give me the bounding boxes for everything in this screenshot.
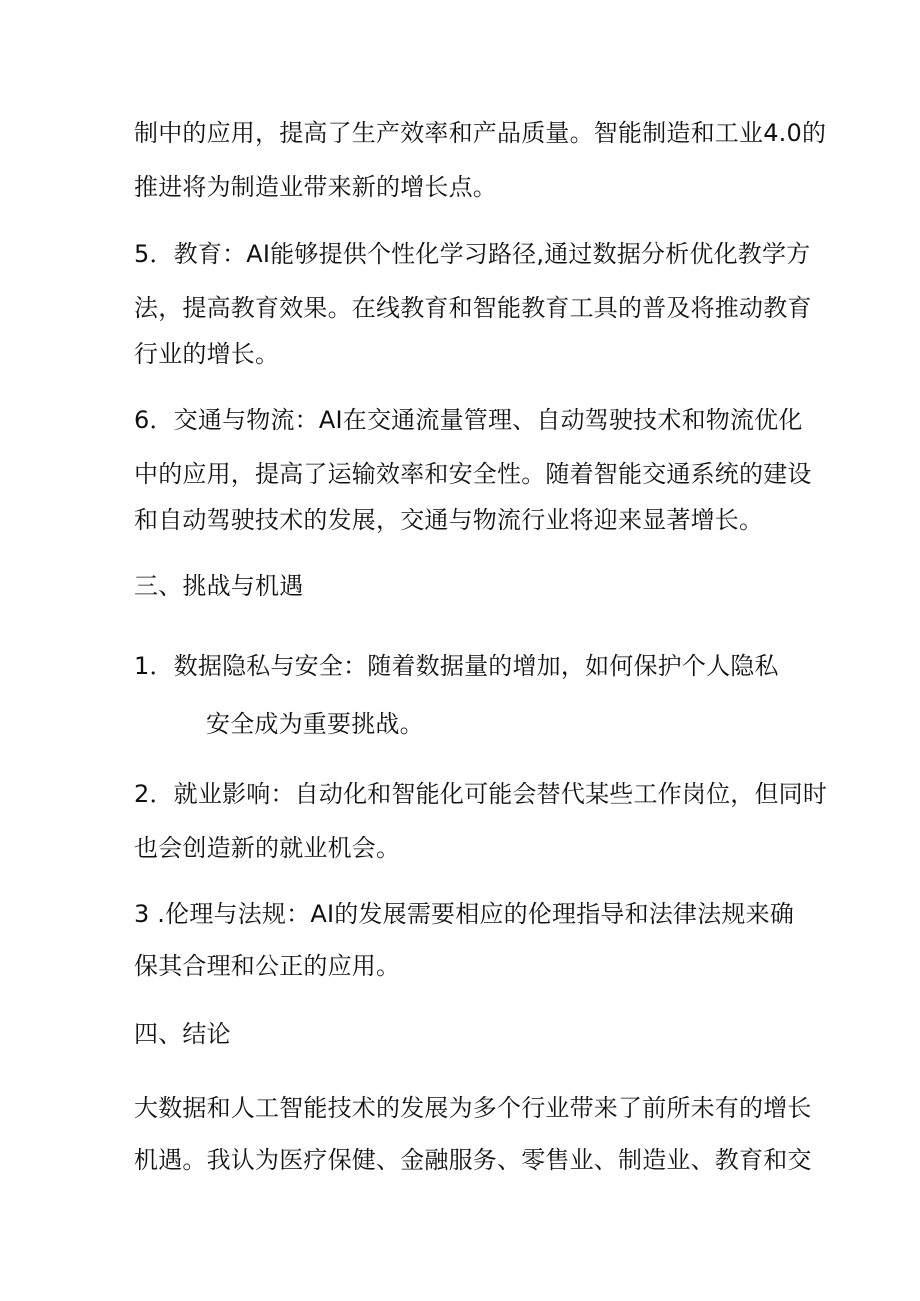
body-text-line: 保其合理和公正的应用。 bbox=[134, 952, 401, 980]
body-text-line: 推进将为制造业带来新的增长点。 bbox=[134, 173, 497, 201]
body-text-line: 制中的应用，提高了生产效率和产品质量。智能制造和工业4.0的 bbox=[134, 119, 827, 147]
body-text-line: 安全成为重要挑战。 bbox=[206, 710, 424, 738]
list-item-education: 5．教育：AI能够提供个性化学习路径,通过数据分析优化教学方 bbox=[134, 240, 811, 268]
body-text-line: 法，提高教育效果。在线教育和智能教育工具的普及将推动教育 bbox=[134, 294, 812, 322]
body-text-line: 中的应用，提高了运输效率和安全性。随着智能交通系统的建设 bbox=[134, 460, 812, 488]
body-text-line: 机遇。我认为医疗保健、金融服务、零售业、制造业、教育和交 bbox=[134, 1146, 812, 1174]
section-heading-challenges: 三、挑战与机遇 bbox=[134, 572, 304, 600]
section-heading-conclusion: 四、结论 bbox=[134, 1020, 231, 1048]
body-text-line: 大数据和人工智能技术的发展为多个行业带来了前所未有的增长 bbox=[134, 1094, 812, 1122]
body-text-line: 行业的增长。 bbox=[134, 340, 280, 368]
list-item-employment: 2．就业影响：自动化和智能化可能会替代某些工作岗位，但同时 bbox=[134, 780, 828, 808]
list-item-transport: 6．交通与物流：AI在交通流量管理、自动驾驶技术和物流优化 bbox=[134, 406, 803, 434]
body-text-line: 和自动驾驶技术的发展，交通与物流行业将迎来显著增长。 bbox=[134, 506, 764, 534]
body-text-line: 也会创造新的就业机会。 bbox=[134, 834, 401, 862]
list-item-ethics: 3 .伦理与法规：AI的发展需要相应的伦理指导和法律法规来确 bbox=[134, 900, 795, 928]
list-item-data-privacy: 1．数据隐私与安全：随着数据量的增加，如何保护个人隐私 bbox=[134, 652, 779, 680]
